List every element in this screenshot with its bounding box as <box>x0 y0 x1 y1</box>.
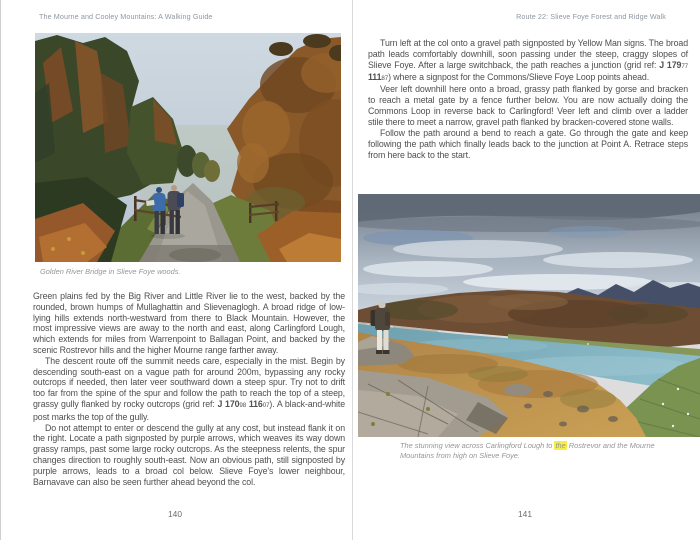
paragraph-text: Turn left at the col onto a gravel path signposted by Yellow Man signs. The broad path leads comfortably downhill, soon passing under the steep, craggy slopes of Slieve Foye. After a large switchback, the path reaches a junction (grid ref: <box>368 38 688 70</box>
lough-view-photo <box>358 194 700 437</box>
paragraph-text: ) where a signpost for the Commons/Slieve Foye Loop points ahead. <box>388 72 650 82</box>
forest-photo-illustration <box>35 33 341 262</box>
paragraph: Follow the path around a bend to reach a gate. Go through the gate and keep following the path which finally leads back to the junction at Point A. Retrace steps from here back to the start. <box>368 128 688 160</box>
grid-ref-bold: J 170 <box>217 398 240 409</box>
paragraph: Do not attempt to enter or descend the gully at any cost, but instead flank it on the right. Locate a path signposted by purple arrows, which weaves its way down grassy ramps, past some large rocky outcrops. As the steepness relents, the spur changes direction to roughly south-east. Now an obvious path, still signposted by purple arrows, leads to a broad col below. Slieve Foye's lower neighbour, Barnavave can also be seen further ahead beyond the col. <box>33 422 345 487</box>
grid-ref-bold: 116 <box>246 398 263 409</box>
body-text-left <box>33 291 345 487</box>
running-header-right: Route 22: Slieve Foye Forest and Ridge Walk <box>516 12 666 21</box>
search-highlight: the <box>555 441 566 450</box>
page-number-right: 141 <box>518 509 532 519</box>
photo-caption-left: Golden River Bridge in Slieve Foye woods. <box>40 267 181 276</box>
paragraph-text: The descent route off the summit needs care, especially in the mist. Begin by descending south-east on a vague path for around 200m, bypassing any rocky outcrops if needed, then later veer southward down a steep spur. Try not to drift too far from the spine of the spur and follow the path to reach the top of a steep, grassy gully flanked by rocky outcrops (grid ref: <box>33 355 345 409</box>
lough-photo-illustration <box>358 194 700 437</box>
grid-ref-sub: 77 <box>681 63 688 70</box>
paragraph <box>33 356 345 423</box>
caption-text: Rostrevor and the Mourne Mountains from high on Slieve Foye. <box>400 441 655 460</box>
forest-photo <box>35 33 341 262</box>
page-number-left: 140 <box>168 509 182 519</box>
grid-ref-sub: 87 <box>381 75 389 82</box>
running-header-left: The Mourne and Cooley Mountains: A Walking Guide <box>39 12 213 21</box>
paragraph <box>368 38 688 84</box>
paragraph-text: ). A black-and-white post marks the top of the gully. <box>33 398 345 422</box>
paragraph: Green plains fed by the Big River and Little River lie to the west, backed by the rounded, brown humps of Mullaghattin and Slievenaglogh. A broad ridge of low-lying hills extends north-westward from there to Black Mountain. However, the most impressive views are away to the north and east, along Carlingford Lough, which extends for miles from Warrenpoint to Ballagan Point, and backed by the scenic Rostrevor hills and the higher Mourne range farther away. <box>33 291 345 355</box>
body-text-right <box>368 38 688 161</box>
page-spine-line <box>352 0 353 540</box>
page-edge-line <box>0 0 1 540</box>
caption-text: The stunning view across Carlingford Lough to <box>400 441 555 450</box>
photo-caption-right <box>400 441 678 460</box>
grid-ref-sub: 07 <box>262 401 270 409</box>
grid-ref-bold: 111 <box>368 72 382 82</box>
paragraph: Veer left downhill here onto a broad, grassy path flanked by gorse and bracken to reach a metal gate by a fence further below. You are now actually doing the Commons Loop in reverse back to Carlingford! Veer left and climb over a ladder stile there to meet a narrow, gravel path flanked by bracken-covered stone walls. <box>368 84 688 127</box>
grid-ref-bold: J 179 <box>659 60 682 70</box>
grid-ref-sub: 98 <box>239 401 247 409</box>
